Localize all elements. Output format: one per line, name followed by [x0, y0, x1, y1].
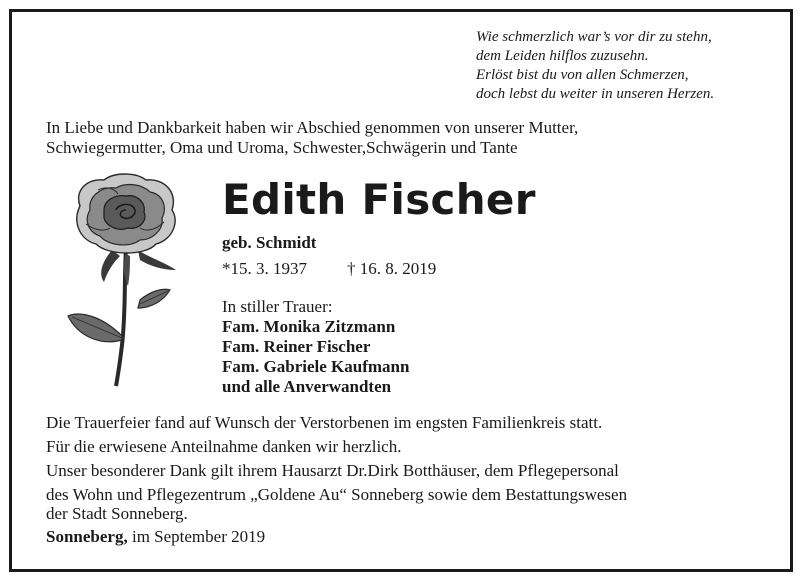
life-dates	[222, 259, 436, 279]
signature	[46, 527, 265, 547]
closing-line: Unser besonderer Dank gilt ihrem Hausarzt Dr.Dirk Botthäuser, dem Pflegepersonal	[46, 461, 619, 480]
closing-line: des Wohn und Pflegezentrum „Goldene Au“ Sonneberg sowie dem Bestattungswesen	[46, 485, 628, 504]
mourner-family: Fam. Reiner Fischer	[222, 337, 371, 356]
signature-date: im September 2019	[127, 527, 266, 546]
poem	[476, 28, 714, 104]
intro-line: Schwiegermutter, Oma und Uroma, Schwester,Schwägerin und Tante	[46, 138, 518, 157]
poem-line: Wie schmerzlich war’s vor dir zu stehn,	[476, 29, 712, 45]
rose-icon	[64, 170, 188, 390]
mourning-heading: In stiller Trauer:	[222, 297, 333, 316]
birth-date: *15. 3. 1937	[222, 259, 307, 278]
poem-line: Erlöst bist du von allen Schmerzen,	[476, 67, 689, 83]
closing-line: der Stadt Sonneberg.	[46, 504, 188, 523]
mourner-family: Fam. Gabriele Kaufmann	[222, 357, 410, 376]
mourner-family: Fam. Monika Zitzmann	[222, 317, 396, 336]
poem-line: dem Leiden hilflos zuzusehn.	[476, 48, 649, 64]
intro-text	[46, 118, 578, 158]
deceased-name: Edith Fischer	[222, 175, 536, 224]
poem-line: doch lebst du weiter in unseren Herzen.	[476, 86, 715, 102]
death-date: † 16. 8. 2019	[347, 259, 437, 278]
signature-place: Sonneberg,	[46, 527, 128, 546]
intro-line: In Liebe und Dankbarkeit haben wir Abschied genommen von unserer Mutter,	[46, 118, 579, 137]
closing-line: Für die erwiesene Anteilnahme danken wir herzlich.	[46, 437, 402, 456]
closing-line: Die Trauerfeier fand auf Wunsch der Verstorbenen im engsten Familienkreis statt.	[46, 413, 603, 432]
maiden-name: geb. Schmidt	[222, 233, 317, 252]
mourning-list	[222, 297, 409, 397]
mourner-family: und alle Anverwandten	[222, 377, 392, 396]
